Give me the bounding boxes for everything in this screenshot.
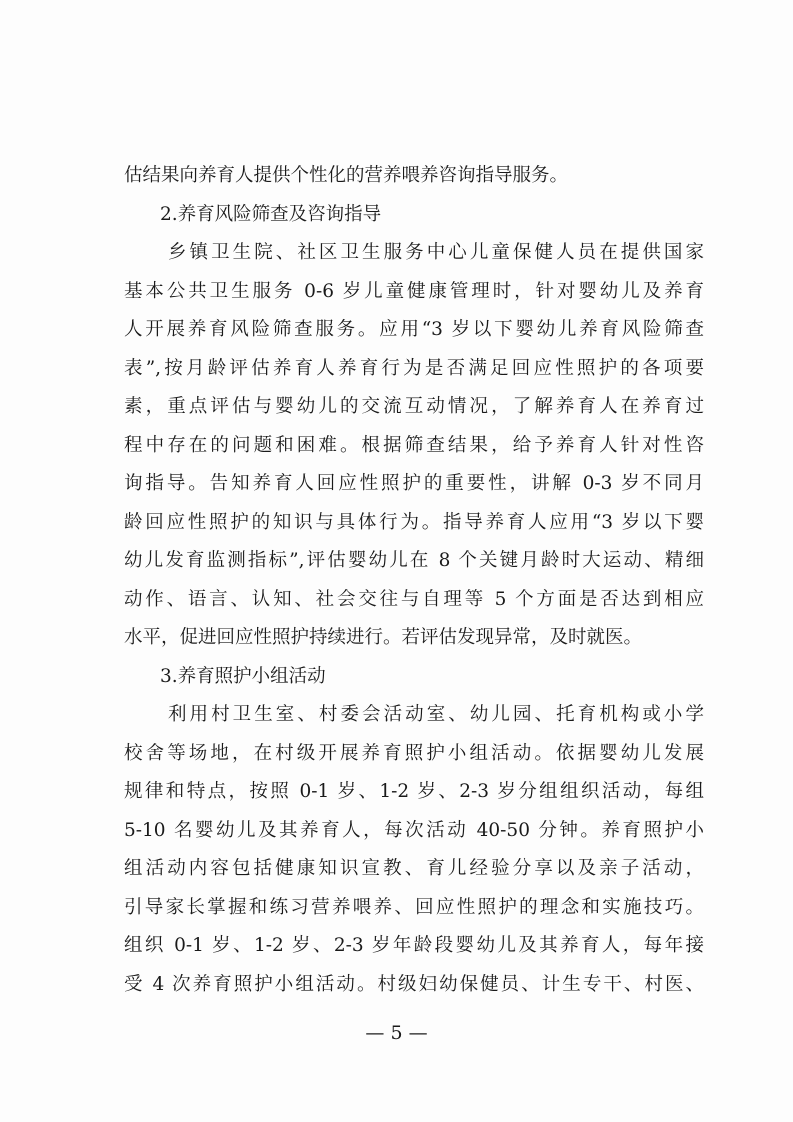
text-line: 龄回应性照护的知识与具体行为。指导养育人应用“3 岁以下婴: [124, 511, 704, 533]
text-line: 5-10 名婴幼儿及其养育人，每次活动 40-50 分钟。养育照护小: [124, 819, 704, 841]
text-line: 规律和特点，按照 0-1 岁、1-2 岁、2-3 岁分组组织活动，每组: [124, 781, 704, 802]
paragraph-start: 利用村卫生室、村委会活动室、幼儿园、托育机构或小学: [168, 704, 704, 725]
text-line: 组活动内容包括健康知识宣教、育儿经验分享以及亲子活动，: [124, 858, 704, 879]
text-line: 估结果向养育人提供个性化的营养喂养咨询指导服务。: [124, 165, 569, 186]
text-line: 水平，促进回应性照护持续进行。若评估发现异常，及时就医。: [124, 627, 643, 648]
text-line: 素，重点评估与婴幼儿的交流互动情况，了解养育人在养育过: [124, 396, 704, 417]
section-heading-2: 2.养育风险筛查及咨询指导: [160, 203, 382, 225]
text-line: 询指导。告知养育人回应性照护的重要性，讲解 0-3 岁不同月: [124, 473, 704, 494]
page-number: — 5 —: [365, 1022, 428, 1044]
section-heading-3: 3.养育照护小组活动: [160, 665, 326, 687]
text-line: 表”,按月龄评估养育人养育行为是否满足回应性照护的各项要: [124, 357, 704, 379]
text-line: 引导家长掌握和练习营养喂养、回应性照护的理念和实施技巧。: [124, 896, 704, 918]
text-line: 程中存在的问题和困难。根据筛查结果，给予养育人针对性咨: [124, 434, 704, 456]
text-line: 校舍等场地，在村级开展养育照护小组活动。依据婴幼儿发展: [124, 742, 704, 764]
text-line: 基本公共卫生服务 0-6 岁儿童健康管理时，针对婴幼儿及养育: [124, 280, 704, 302]
paragraph-start: 乡镇卫生院、社区卫生服务中心儿童保健人员在提供国家: [168, 242, 704, 263]
text-line: 组织 0-1 岁、1-2 岁、2-3 岁年龄段婴幼儿及其养育人，每年接: [124, 935, 704, 956]
text-line: 受 4 次养育照护小组活动。村级妇幼保健员、计生专干、村医、: [124, 973, 704, 995]
body-text: [124, 160, 704, 1007]
text-line: 动作、语言、认知、社会交往与自理等 5 个方面是否达到相应: [124, 588, 704, 610]
text-line: 幼儿发育监测指标”,评估婴幼儿在 8 个关键月龄时大运动、精细: [124, 550, 704, 571]
text-line: 人开展养育风险筛查服务。应用“3 岁以下婴幼儿养育风险筛查: [124, 319, 704, 340]
